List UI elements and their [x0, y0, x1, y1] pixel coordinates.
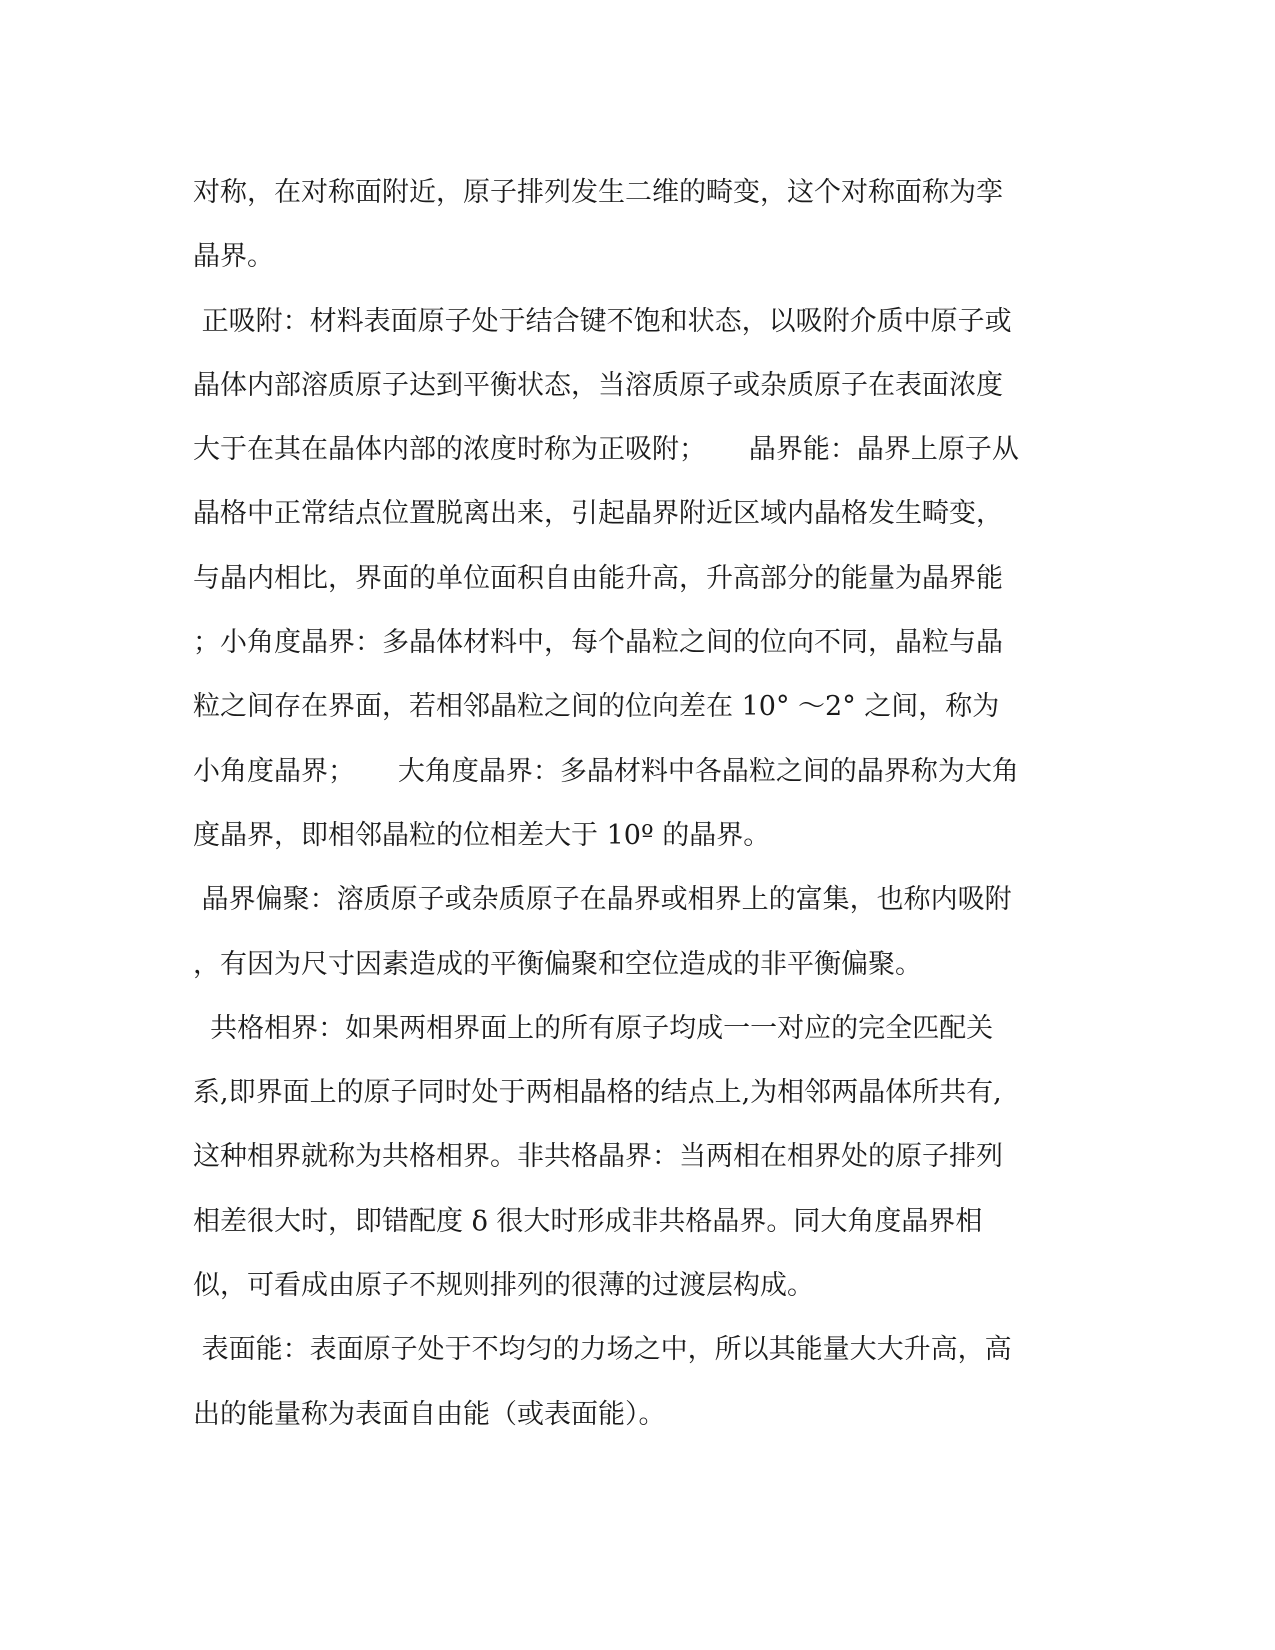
body-text	[193, 161, 1093, 1447]
text-line: 系,即界面上的原子同时处于两相晶格的结点上,为相邻两晶体所共有,	[193, 1077, 1002, 1109]
text-line: 对称，在对称面附近，原子排列发生二维的畸变，这个对称面称为孪	[193, 177, 1003, 208]
text-line: 正吸附：材料表面原子处于结合键不饱和状态，以吸附介质中原子或	[193, 305, 1012, 337]
text-line: 粒之间存在界面，若相邻晶粒之间的位向差在 10° ～2° 之间，称为	[193, 691, 1000, 723]
text-line: 似，可看成由原子不规则排列的很薄的过渡层构成。	[193, 1270, 814, 1302]
text-line: ，有因为尺寸因素造成的平衡偏聚和空位造成的非平衡偏聚。	[193, 948, 922, 980]
text-line: 表面能：表面原子处于不均匀的力场之中，所以其能量大大升高，高	[193, 1334, 1012, 1366]
text-line: 晶体内部溶质原子达到平衡状态，当溶质原子或杂质原子在表面浓度	[193, 369, 1003, 401]
text-line: 晶界偏聚：溶质原子或杂质原子在晶界或相界上的富集，也称内吸附	[193, 884, 1012, 916]
text-line: 与晶内相比，界面的单位面积自由能升高，升高部分的能量为晶界能	[193, 562, 1003, 594]
text-line: 大于在其在晶体内部的浓度时称为正吸附； 晶界能：晶界上原子从	[193, 434, 1019, 466]
text-line: 相差很大时，即错配度 δ 很大时形成非共格晶界。同大角度晶界相	[193, 1205, 983, 1237]
text-line: 小角度晶界； 大角度晶界：多晶材料中各晶粒之间的晶界称为大角	[193, 755, 1019, 787]
text-line: 度晶界，即相邻晶粒的位相差大于 10º 的晶界。	[193, 819, 771, 851]
text-line: ；小角度晶界：多晶体材料中，每个晶粒之间的位向不同，晶粒与晶	[193, 627, 1003, 659]
text-line: 晶界。	[193, 241, 274, 273]
text-line: 出的能量称为表面自由能（或表面能）。	[193, 1398, 666, 1430]
text-line: 这种相界就称为共格相界。非共格晶界：当两相在相界处的原子排列	[193, 1141, 1003, 1173]
text-line: 共格相界：如果两相界面上的所有原子均成一一对应的完全匹配关	[193, 1012, 994, 1044]
text-line: 晶格中正常结点位置脱离出来，引起晶界附近区域内晶格发生畸变，	[193, 498, 1003, 530]
